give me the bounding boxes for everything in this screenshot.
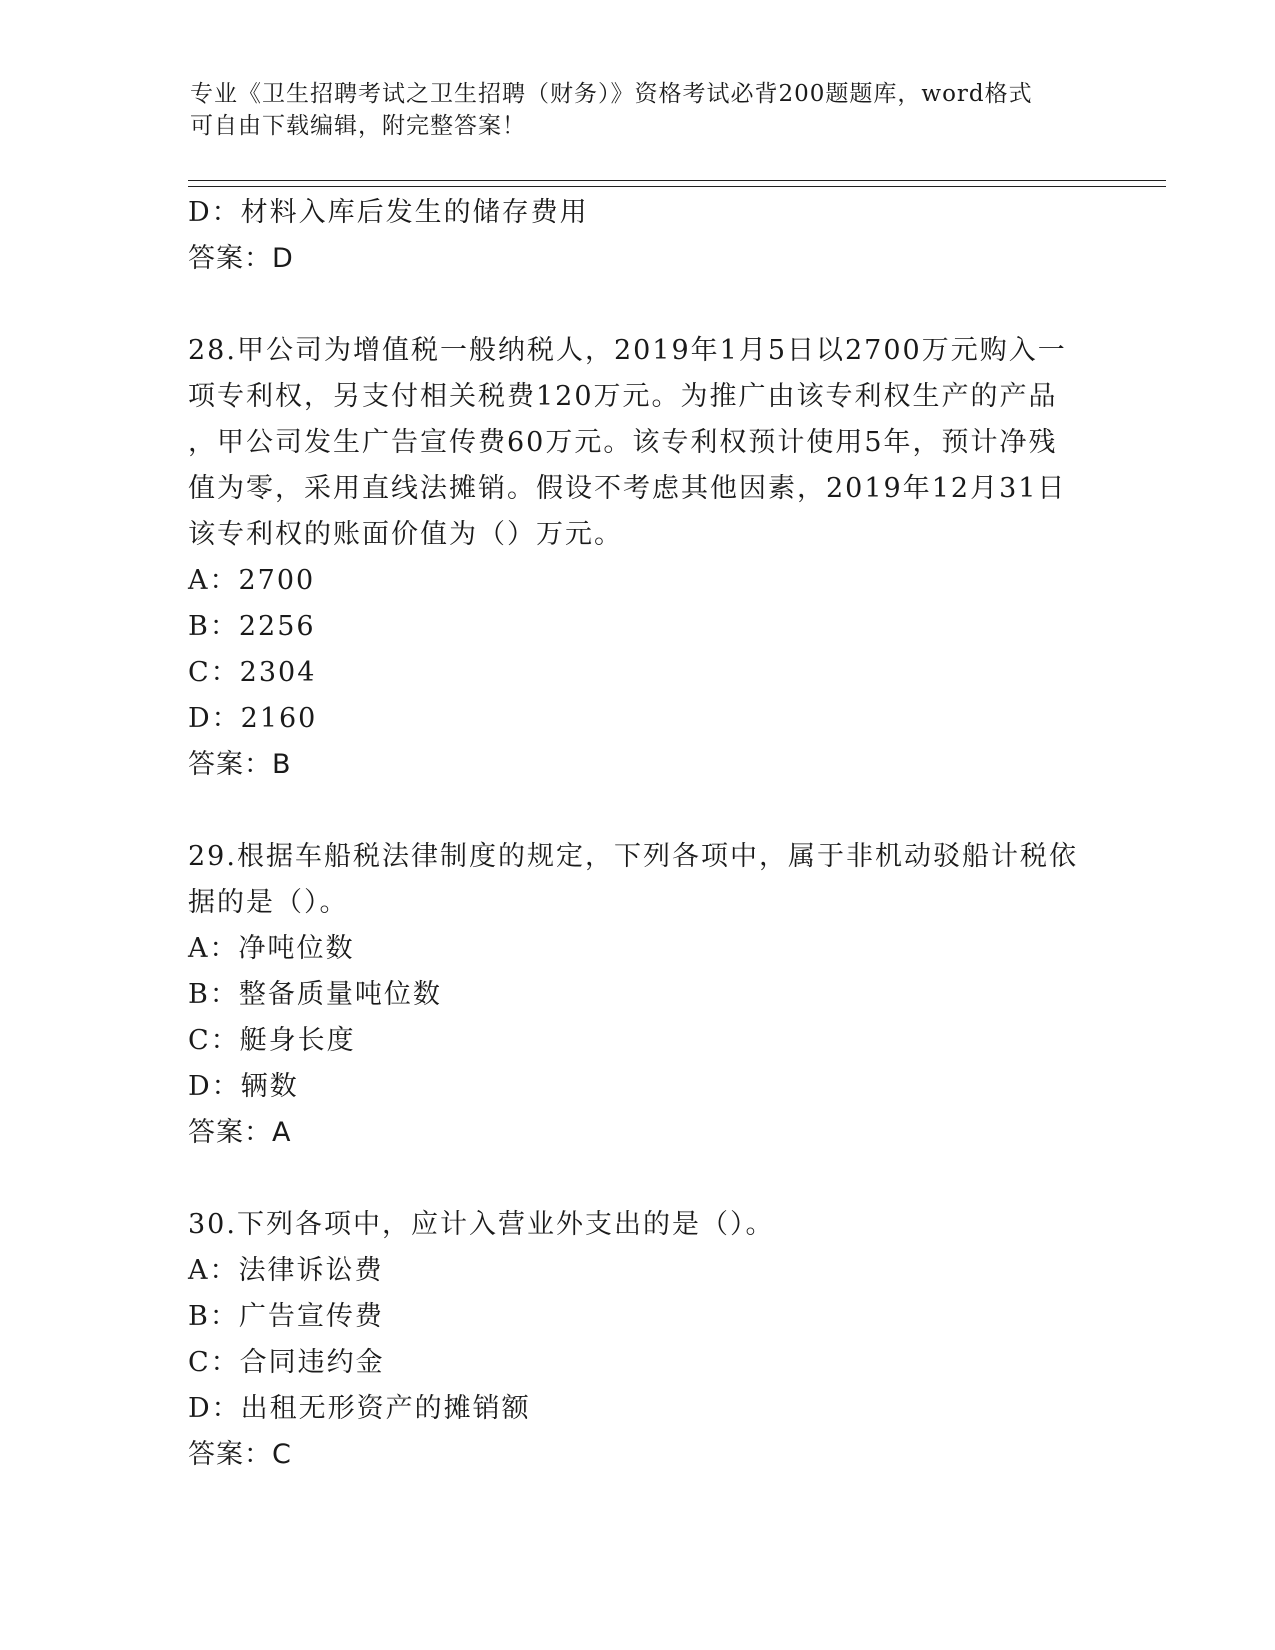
option-a: A：净吨位数	[188, 933, 355, 964]
spacer	[188, 788, 1088, 834]
question-28	[188, 328, 1088, 788]
question-stem-line: 该专利权的账面价值为（）万元。	[188, 519, 623, 550]
option-b: B：2256	[188, 611, 316, 642]
document-header	[190, 78, 1090, 142]
header-line-1: 专业《卫生招聘考试之卫生招聘（财务）》资格考试必背200题题库，word格式	[190, 81, 1033, 107]
option-b: B：广告宣传费	[188, 1301, 384, 1332]
option-c: C：合同违约金	[188, 1347, 385, 1378]
option-a: A：法律诉讼费	[188, 1255, 384, 1286]
answer-line: 答案：C	[188, 1439, 292, 1470]
previous-question-tail	[188, 190, 1088, 282]
option-d: D：2160	[188, 703, 318, 734]
question-30	[188, 1202, 1088, 1478]
document-body	[188, 190, 1088, 1478]
option-a: A：2700	[188, 565, 316, 596]
option-d: D：出租无形资产的摊销额	[188, 1393, 531, 1424]
answer-line: 答案：D	[188, 243, 294, 274]
option-d: D：辆数	[188, 1071, 299, 1102]
question-stem-line: 28.甲公司为增值税一般纳税人，2019年1月5日以2700万元购入一	[188, 335, 1067, 366]
question-stem-line: 据的是（）。	[188, 887, 349, 918]
question-29	[188, 834, 1088, 1156]
answer-line: 答案：A	[188, 1117, 292, 1148]
option-b: B：整备质量吨位数	[188, 979, 442, 1010]
answer-line: 答案：B	[188, 749, 292, 780]
spacer	[188, 1156, 1088, 1202]
question-stem-line: ，甲公司发生广告宣传费60万元。该专利权预计使用5年，预计净残	[188, 427, 1058, 458]
option-c: C：艇身长度	[188, 1025, 356, 1056]
question-stem-line: 30.下列各项中，应计入营业外支出的是（）。	[188, 1209, 775, 1240]
header-divider-top	[188, 180, 1166, 181]
question-stem-line: 项专利权，另支付相关税费120万元。为推广由该专利权生产的产品	[188, 381, 1058, 412]
option-c: C：2304	[188, 657, 317, 688]
header-divider-bottom	[188, 186, 1166, 187]
spacer	[188, 282, 1088, 328]
header-line-2: 可自由下载编辑，附完整答案！	[190, 113, 526, 139]
question-stem-line: 值为零，采用直线法摊销。假设不考虑其他因素，2019年12月31日	[188, 473, 1067, 504]
question-stem-line: 29.根据车船税法律制度的规定，下列各项中，属于非机动驳船计税依	[188, 841, 1078, 872]
option-d: D：材料入库后发生的储存费用	[188, 197, 589, 228]
